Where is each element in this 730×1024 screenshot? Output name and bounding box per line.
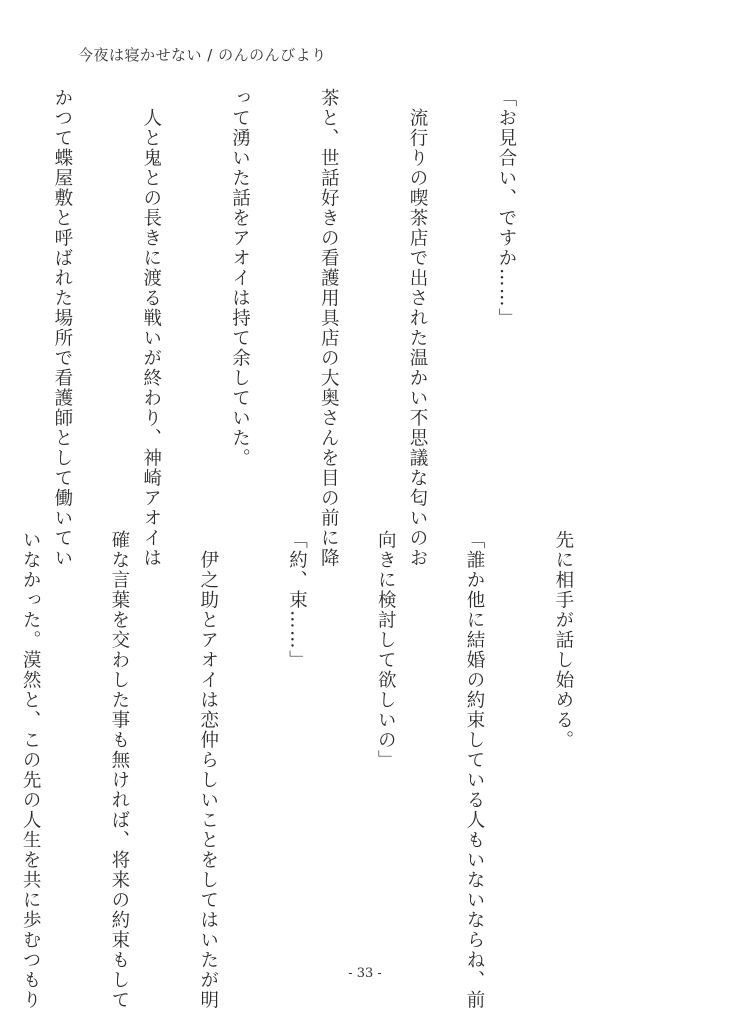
text-line: 「お見合い、ですか……」: [495, 88, 517, 328]
text-line: 先に相手が話し始める。: [552, 530, 574, 750]
text-line: 「約、束……」: [286, 530, 308, 670]
text-line: 人と鬼との長きに渡る戦いが終わり、神崎アオイは: [140, 88, 162, 568]
text-line: 茶と、世話好きの看護用具店の大奥さんを目の前に降: [318, 88, 340, 568]
text-line: って湧いた話をアオイは持て余していた。: [229, 88, 251, 468]
text-line: 流行りの喫茶店で出された温かい不思議な匂いのお: [407, 88, 429, 568]
text-line: 確な言葉を交わした事も無ければ、将来の約束もして: [108, 530, 130, 1010]
text-line: 向きに検討して欲しいの」: [375, 530, 397, 770]
running-header: 今夜は寝かせない / のんのんびより: [78, 46, 327, 64]
page-number: - 33 -: [348, 966, 382, 981]
text-line: かつて蝶屋敷と呼ばれた場所で看護師として働いてい: [51, 88, 73, 568]
text-line: 伊之助とアオイは恋仲らしいことをしてはいたが明: [197, 530, 219, 1010]
text-line: いなかった。漠然と、この先の人生を共に歩むつもり: [20, 530, 42, 1010]
text-line: 「誰か他に結婚の約束している人もいないならね、前: [464, 530, 486, 1010]
text-block-top: [0, 88, 580, 568]
